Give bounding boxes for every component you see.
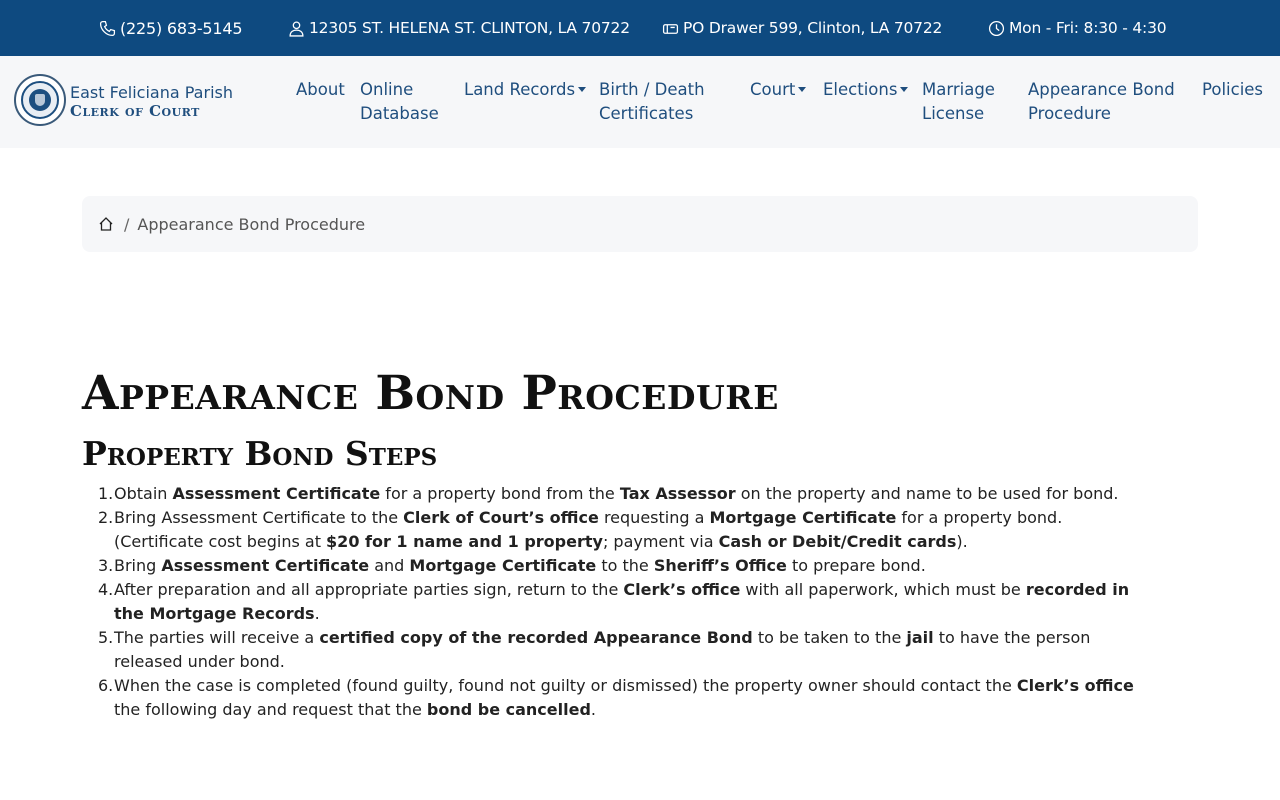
- nav-about-label: About: [296, 80, 345, 99]
- step-text: with all paperwork, which must be: [740, 580, 1026, 599]
- phone-number: (225) 683-5145: [120, 18, 243, 38]
- step-text: the following day and request that the: [114, 700, 427, 719]
- top-info-bar: [0, 0, 1280, 56]
- step-emphasis: Assessment Certificate: [172, 484, 381, 503]
- nav-online-database[interactable]: [360, 78, 439, 126]
- step-text: Obtain: [114, 484, 173, 503]
- step-emphasis: Cash or Debit/Credit cards: [718, 532, 957, 551]
- property-bond-steps-list: [98, 482, 1154, 722]
- step-emphasis: bond be cancelled: [426, 700, 591, 719]
- step-text: to have the person released under bond.: [114, 628, 1091, 671]
- step-number: 6.: [98, 676, 114, 695]
- list-item: [98, 554, 1154, 578]
- breadcrumb-separator: /: [124, 214, 130, 234]
- main-navbar: [0, 56, 1280, 148]
- step-number: 2.: [98, 508, 114, 527]
- step-number: 1.: [98, 484, 114, 503]
- step-text: After preparation and all appropriate parties sign, return to the: [114, 580, 624, 599]
- step-text: on the property and name to be used for bond.: [735, 484, 1119, 503]
- phone-link[interactable]: [99, 0, 242, 56]
- breadcrumb-current: Appearance Bond Procedure: [137, 214, 366, 234]
- nav-elections-label: Elections: [823, 80, 898, 99]
- list-item: [98, 506, 1154, 554]
- nav-elections[interactable]: [823, 78, 908, 102]
- step-emphasis: Clerk of Court’s office: [403, 508, 599, 527]
- chevron-down-icon: [798, 87, 806, 92]
- step-text: When the case is completed (found guilty, found not guilty or dismissed) the property owner should contact the: [114, 676, 1017, 695]
- step-emphasis: recorded in the Mortgage Records: [114, 580, 1130, 623]
- nav-land-records-label: Land Records: [464, 80, 576, 99]
- nav-online-database-label-1: Online: [360, 80, 414, 99]
- nav-birth-death-label-1: Birth / Death: [599, 80, 705, 99]
- list-item: [98, 674, 1154, 722]
- nav-marriage-label-2: License: [922, 104, 985, 123]
- logo-clerk-of-court[interactable]: Clerk of Court: [70, 102, 200, 120]
- step-text: .: [314, 604, 320, 623]
- nav-policies-label: Policies: [1202, 80, 1264, 99]
- step-number: 5.: [98, 628, 114, 647]
- nav-birth-death-certificates[interactable]: [599, 78, 705, 126]
- step-text: to the: [596, 556, 654, 575]
- step-text: ; payment via: [602, 532, 719, 551]
- list-item: [98, 482, 1154, 506]
- nav-birth-death-label-2: Certificates: [599, 104, 694, 123]
- step-text: for a property bond from the: [380, 484, 620, 503]
- step-text: Bring Assessment Certificate to the: [114, 508, 404, 527]
- nav-about[interactable]: [296, 78, 345, 102]
- step-emphasis: Clerk’s office: [623, 580, 741, 599]
- step-text: to be taken to the: [752, 628, 907, 647]
- step-emphasis: Mortgage Certificate: [709, 508, 897, 527]
- home-icon[interactable]: [98, 216, 114, 232]
- step-emphasis: Assessment Certificate: [161, 556, 370, 575]
- nav-marriage-license[interactable]: [922, 78, 995, 126]
- nav-court-label: Court: [750, 80, 796, 99]
- seal-ring: [21, 81, 59, 119]
- clock-icon: [988, 20, 1005, 37]
- step-text: ).: [956, 532, 968, 551]
- step-text: to prepare bond.: [786, 556, 926, 575]
- mailbox-icon: [662, 20, 679, 37]
- nav-court[interactable]: [750, 78, 806, 102]
- step-emphasis: Tax Assessor: [619, 484, 736, 503]
- office-hours: [988, 0, 1166, 56]
- breadcrumb: [82, 196, 1198, 252]
- list-item: [98, 626, 1154, 674]
- address-link[interactable]: [288, 0, 630, 56]
- step-text: for a property bond. (Certificate cost begins at: [114, 508, 1063, 551]
- seal-core: [29, 89, 51, 111]
- person-icon: [288, 20, 305, 37]
- parish-seal-logo[interactable]: [14, 74, 66, 126]
- po-box-link[interactable]: [662, 0, 942, 56]
- nav-appearance-label-1: Appearance Bond: [1028, 80, 1175, 99]
- nav-land-records[interactable]: [464, 78, 586, 102]
- step-emphasis: Mortgage Certificate: [409, 556, 597, 575]
- section-title: Property Bond Steps: [82, 434, 438, 473]
- page-title: Appearance Bond Procedure: [82, 366, 779, 421]
- logo-parish-name[interactable]: East Feliciana Parish: [70, 83, 233, 102]
- step-text: and: [369, 556, 410, 575]
- step-emphasis: jail: [906, 628, 934, 647]
- step-text: .: [590, 700, 596, 719]
- step-text: The parties will receive a: [114, 628, 320, 647]
- step-emphasis: Clerk’s office: [1016, 676, 1134, 695]
- list-item: [98, 578, 1154, 626]
- chevron-down-icon: [578, 87, 586, 92]
- step-number: 4.: [98, 580, 114, 599]
- nav-appearance-bond-procedure[interactable]: [1028, 78, 1175, 126]
- step-emphasis: $20 for 1 name and 1 property: [326, 532, 603, 551]
- step-text: Bring: [114, 556, 162, 575]
- step-text: requesting a: [598, 508, 710, 527]
- nav-appearance-label-2: Procedure: [1028, 104, 1111, 123]
- step-emphasis: certified copy of the recorded Appearance Bond: [319, 628, 753, 647]
- nav-policies[interactable]: [1202, 78, 1263, 102]
- step-number: 3.: [98, 556, 114, 575]
- step-emphasis: Sheriff’s Office: [653, 556, 787, 575]
- po-box-address: PO Drawer 599, Clinton, LA 70722: [683, 19, 943, 37]
- nav-online-database-label-2: Database: [360, 104, 439, 123]
- phone-icon: [99, 20, 116, 37]
- office-hours-text: Mon - Fri: 8:30 - 4:30: [1009, 19, 1167, 37]
- street-address: 12305 ST. HELENA ST. CLINTON, LA 70722: [309, 19, 630, 37]
- chevron-down-icon: [900, 87, 908, 92]
- nav-marriage-label-1: Marriage: [922, 80, 995, 99]
